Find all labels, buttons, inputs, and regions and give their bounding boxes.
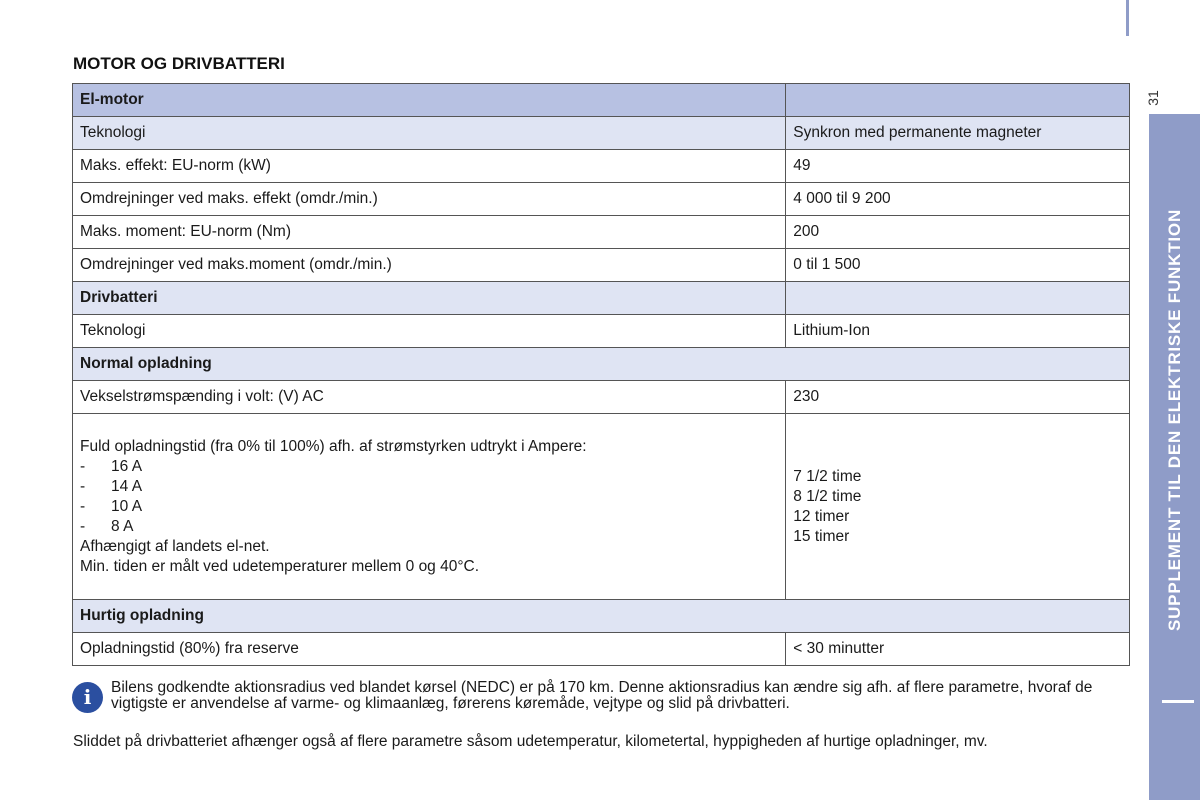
- table-row: [73, 633, 1130, 666]
- side-tab: [1149, 114, 1200, 800]
- amp-value: 10 A: [111, 497, 143, 515]
- footer-text: Sliddet på drivbatteriet afhænger også af flere parametre såsom udetemperatur, kilometertal, hyppigheden af hurtige opladninger, mv.: [73, 733, 988, 750]
- row-label: Opladningstid (80%) fra reserve: [73, 633, 786, 666]
- row-label: Vekselstrømspænding i volt: (V) AC: [73, 381, 786, 414]
- amp-value: 8 A: [111, 517, 134, 535]
- row-label: Omdrejninger ved maks.moment (omdr./min.): [73, 249, 786, 282]
- info-icon: i: [72, 682, 103, 713]
- spec-table: [72, 83, 1130, 666]
- table-row: [73, 117, 1130, 150]
- amp-value: 14 A: [111, 477, 143, 495]
- amp-dash: -: [80, 477, 86, 495]
- side-tab-underline: [1162, 700, 1194, 703]
- table-row: [73, 414, 1130, 600]
- charging-intro: Fuld opladningstid (fra 0% til 100%) afh. af strømstyrken udtrykt i Ampere:: [80, 437, 587, 455]
- row-value: 230: [786, 381, 1130, 414]
- row-value: 49: [786, 150, 1130, 183]
- table-row: [73, 183, 1130, 216]
- row-value: Lithium-Ion: [786, 315, 1130, 348]
- row-value: < 30 minutter: [786, 633, 1130, 666]
- table-row: [73, 315, 1130, 348]
- charging-time: 7 1/2 time: [793, 467, 862, 485]
- section-title: MOTOR OG DRIVBATTERI: [73, 54, 285, 73]
- charging-time-cell: [73, 414, 786, 600]
- charging-note: Afhængigt af landets el-net.: [80, 537, 270, 555]
- table-row: [73, 249, 1130, 282]
- row-value: 4 000 til 9 200: [786, 183, 1130, 216]
- amp-item: [80, 517, 778, 537]
- table-row: [73, 216, 1130, 249]
- row-value: 0 til 1 500: [786, 249, 1130, 282]
- info-text: Bilens godkendte aktionsradius ved blandet kørsel (NEDC) er på 170 km. Denne aktionsradius kan ændre sig afh. af flere parametre, hvoraf de vigtigste er anvendelse af varme- og klimaanlæg, førerens køremåde, vejtype og slid på drivbatteri.: [111, 679, 1093, 712]
- table-row: [73, 600, 1130, 633]
- side-tab-label: SUPPLEMENT TIL DEN ELEKTRISKE FUNKTION: [1164, 208, 1184, 632]
- amp-dash: -: [80, 497, 86, 515]
- top-rule: [1126, 0, 1129, 36]
- amp-item: [80, 497, 778, 517]
- row-header: Drivbatteri: [73, 282, 786, 315]
- table-row: [73, 348, 1130, 381]
- charging-time: 12 timer: [793, 507, 850, 525]
- charging-time: 8 1/2 time: [793, 487, 862, 505]
- table-row: [73, 381, 1130, 414]
- row-header: Normal opladning: [73, 348, 1130, 381]
- row-header-empty: [786, 282, 1130, 315]
- row-label: Omdrejninger ved maks. effekt (omdr./min.): [73, 183, 786, 216]
- row-header-empty: [786, 84, 1130, 117]
- charging-note: Min. tiden er målt ved udetemperaturer mellem 0 og 40°C.: [80, 557, 480, 575]
- row-header: Hurtig opladning: [73, 600, 1130, 633]
- row-value: Synkron med permanente magneter: [786, 117, 1130, 150]
- amp-item: [80, 477, 778, 497]
- charging-times-cell: [786, 414, 1130, 600]
- amp-item: [80, 457, 778, 477]
- row-label: Maks. moment: EU-norm (Nm): [73, 216, 786, 249]
- charging-time: 15 timer: [793, 527, 850, 545]
- amp-dash: -: [80, 517, 86, 535]
- row-label: Teknologi: [73, 315, 786, 348]
- amp-dash: -: [80, 457, 86, 475]
- page-number: 31: [1145, 90, 1161, 106]
- row-header: El-motor: [73, 84, 786, 117]
- amp-value: 16 A: [111, 457, 143, 475]
- table-row: [73, 84, 1130, 117]
- row-label: Teknologi: [73, 117, 786, 150]
- row-value: 200: [786, 216, 1130, 249]
- table-row: [73, 282, 1130, 315]
- table-row: [73, 150, 1130, 183]
- row-label: Maks. effekt: EU-norm (kW): [73, 150, 786, 183]
